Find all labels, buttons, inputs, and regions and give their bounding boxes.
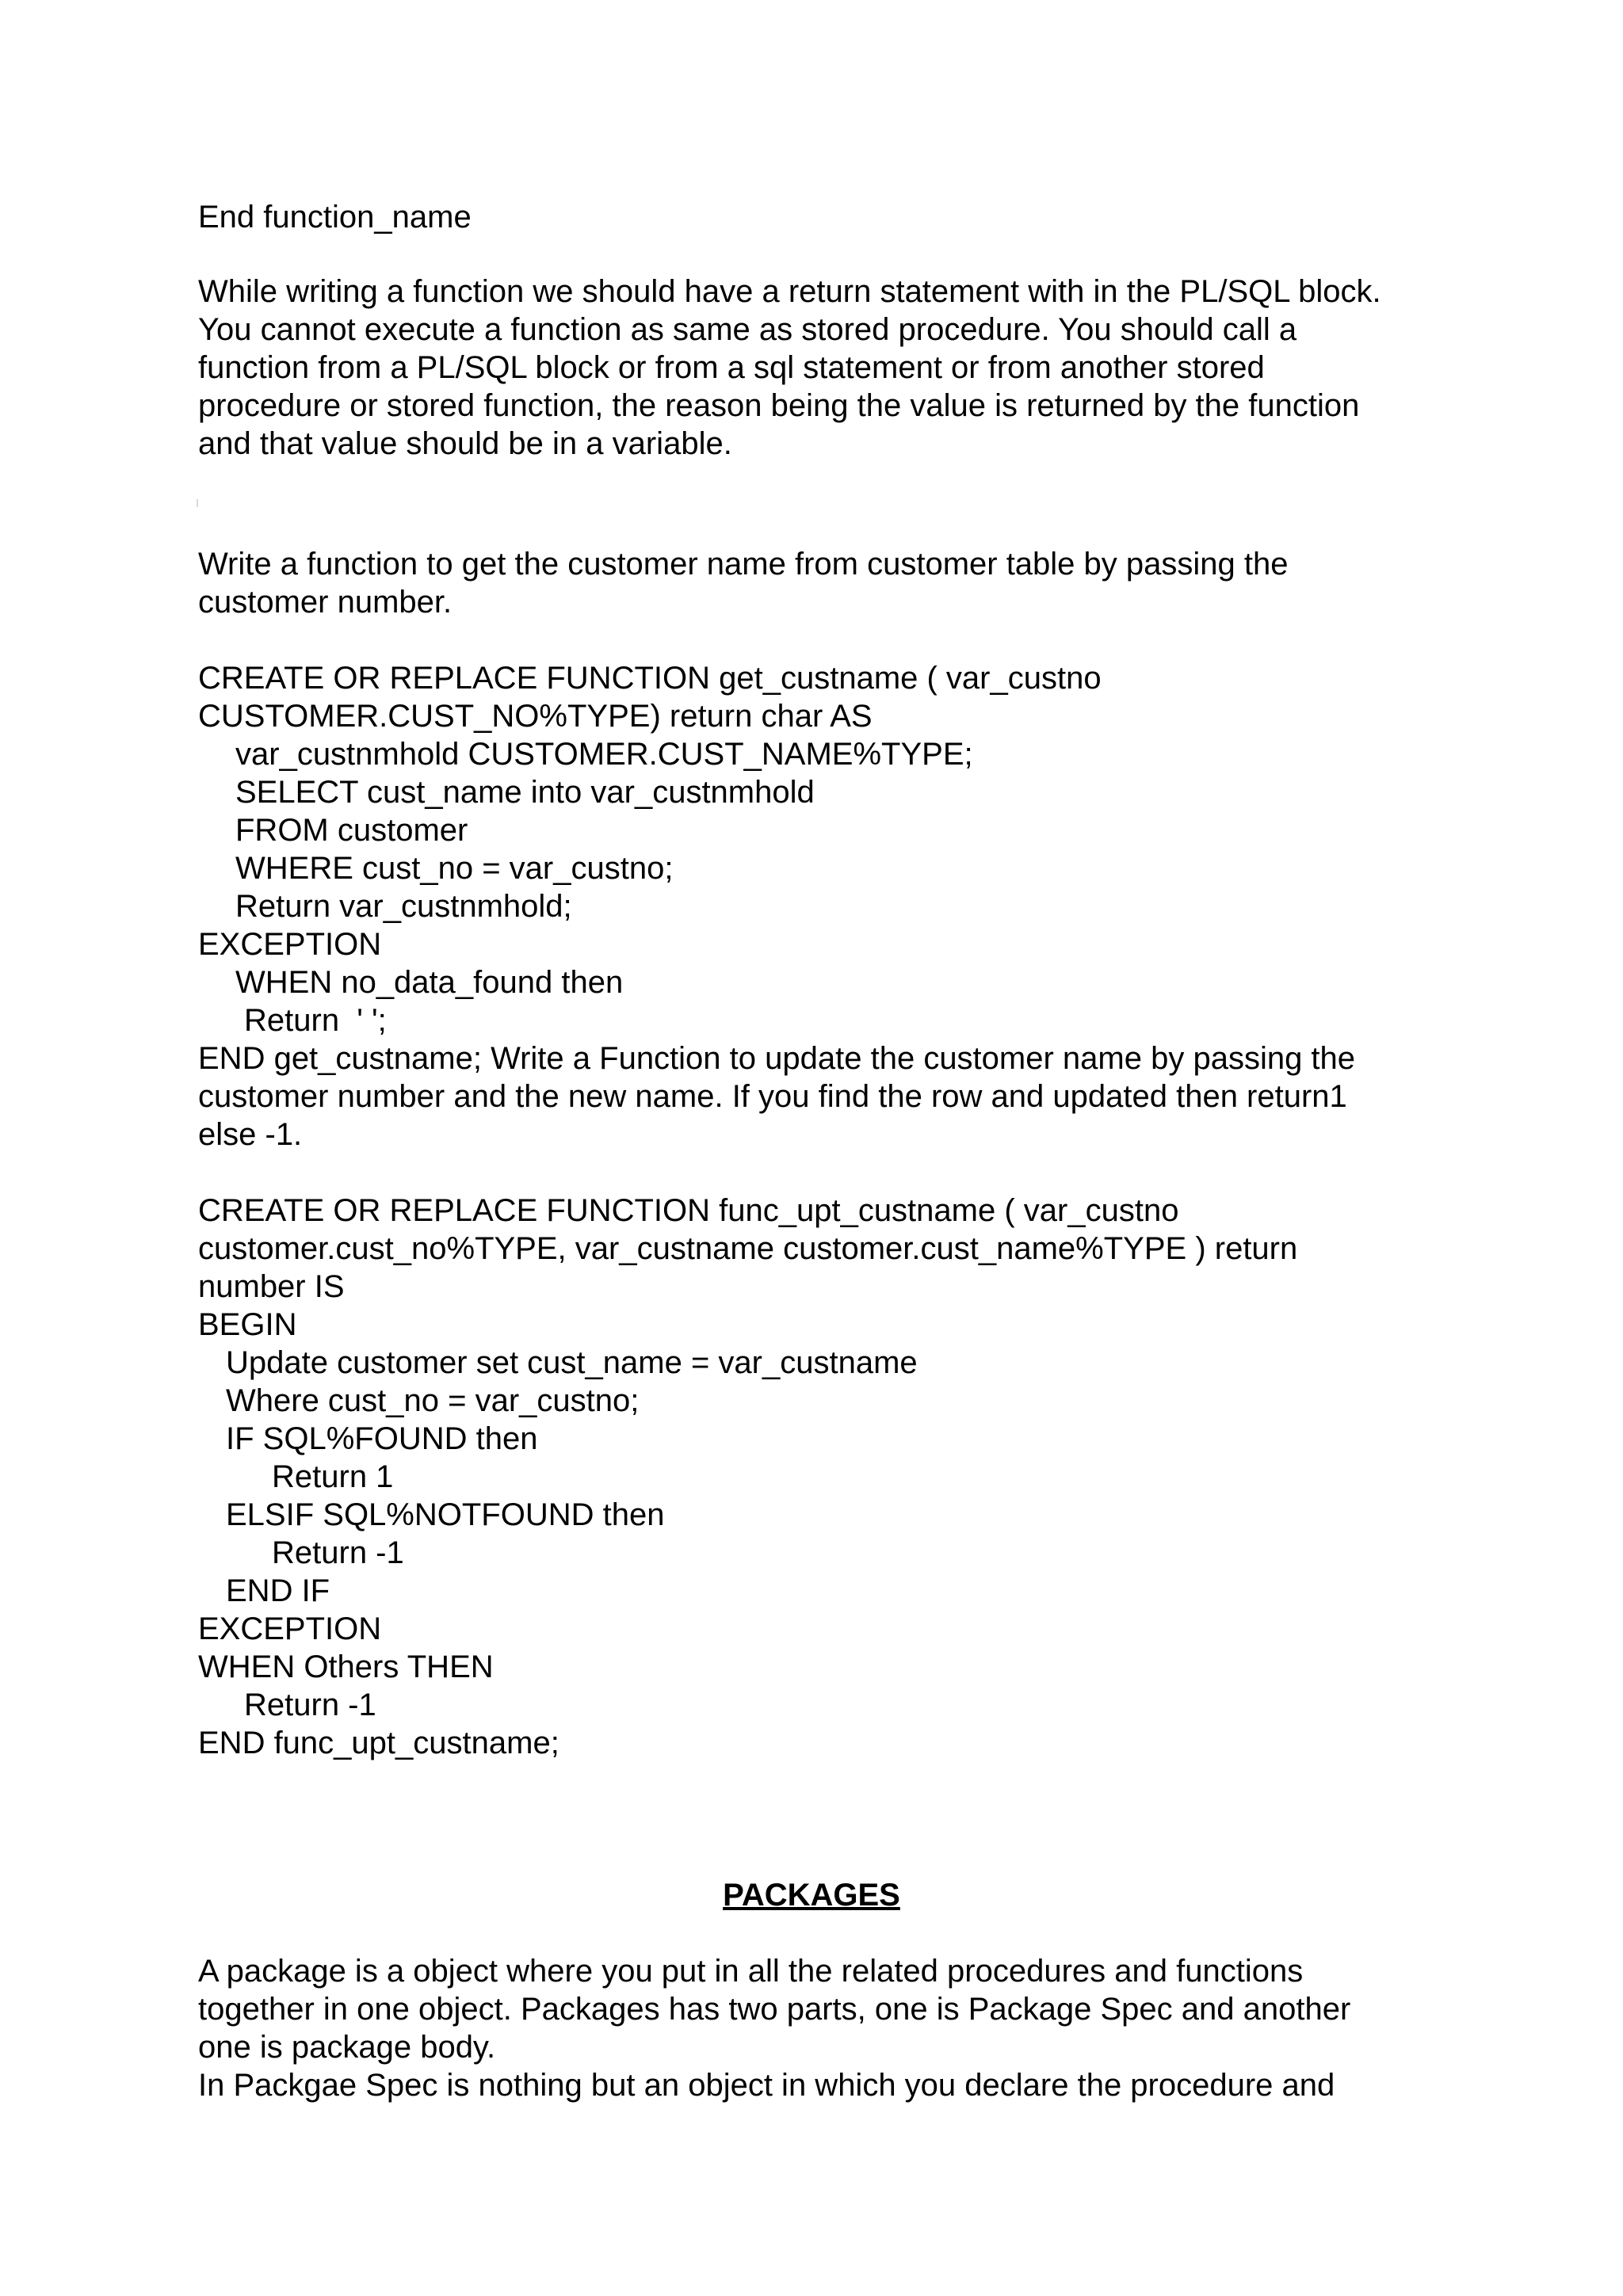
code-line: Return ' '; [244, 1003, 387, 1038]
code-line: else -1. [198, 1117, 303, 1152]
code-line: customer number and the new name. If you find the row and updated then return1 [198, 1079, 1347, 1114]
code-line: Update customer set cust_name = var_custname [226, 1345, 918, 1380]
code-line: Return -1 [272, 1535, 404, 1570]
code-line: BEGIN [198, 1307, 297, 1342]
paragraph-line: A package is a object where you put in all the related procedures and functions [198, 1954, 1304, 1989]
paragraph-line: In Packgae Spec is nothing but an object in which you declare the procedure and [198, 2068, 1335, 2103]
paragraph-line: procedure or stored function, the reason being the value is returned by the function [198, 388, 1360, 423]
code-line: EXCEPTION [198, 927, 382, 962]
paragraph-line: customer number. [198, 585, 453, 620]
code-line: WHERE cust_no = var_custno; [235, 851, 674, 886]
scan-mark [197, 499, 198, 507]
code-line: Return var_custnmhold; [235, 889, 572, 924]
code-line: Return 1 [272, 1459, 394, 1494]
code-line: CREATE OR REPLACE FUNCTION get_custname ( var_custno [198, 661, 1102, 696]
paragraph-line: function from a PL/SQL block or from a sql statement or from another stored [198, 350, 1265, 385]
code-line: Return -1 [244, 1688, 376, 1722]
paragraph-line: While writing a function we should have a return statement with in the PL/SQL block. [198, 274, 1381, 309]
code-line: END get_custname; Write a Function to update the customer name by passing the [198, 1041, 1356, 1076]
code-line: WHEN no_data_found then [235, 965, 624, 1000]
code-line: WHEN Others THEN [198, 1650, 494, 1684]
code-line: SELECT cust_name into var_custnmhold [235, 775, 815, 810]
paragraph-line: Write a function to get the customer name from customer table by passing the [198, 547, 1289, 582]
section-heading: PACKAGES [723, 1878, 900, 1913]
code-line: customer.cust_no%TYPE, var_custname customer.cust_name%TYPE ) return [198, 1231, 1298, 1266]
end-function-line: End function_name [198, 200, 472, 235]
code-line: Where cust_no = var_custno; [226, 1383, 640, 1418]
paragraph-line: one is package body. [198, 2030, 496, 2065]
code-line: number IS [198, 1269, 345, 1304]
paragraph-line: You cannot execute a function as same as stored procedure. You should call a [198, 312, 1297, 347]
code-line: IF SQL%FOUND then [226, 1421, 538, 1456]
code-line: CREATE OR REPLACE FUNCTION func_upt_custname ( var_custno [198, 1193, 1179, 1228]
code-line: ELSIF SQL%NOTFOUND then [226, 1497, 665, 1532]
code-line: CUSTOMER.CUST_NO%TYPE) return char AS [198, 699, 873, 734]
code-line: EXCEPTION [198, 1611, 382, 1646]
code-line: END func_upt_custname; [198, 1726, 559, 1760]
paragraph-line: together in one object. Packages has two parts, one is Package Spec and another [198, 1992, 1351, 2027]
code-line: FROM customer [235, 813, 468, 848]
paragraph-line: and that value should be in a variable. [198, 426, 732, 461]
code-line: var_custnmhold CUSTOMER.CUST_NAME%TYPE; [235, 737, 973, 772]
code-line: END IF [226, 1573, 330, 1608]
